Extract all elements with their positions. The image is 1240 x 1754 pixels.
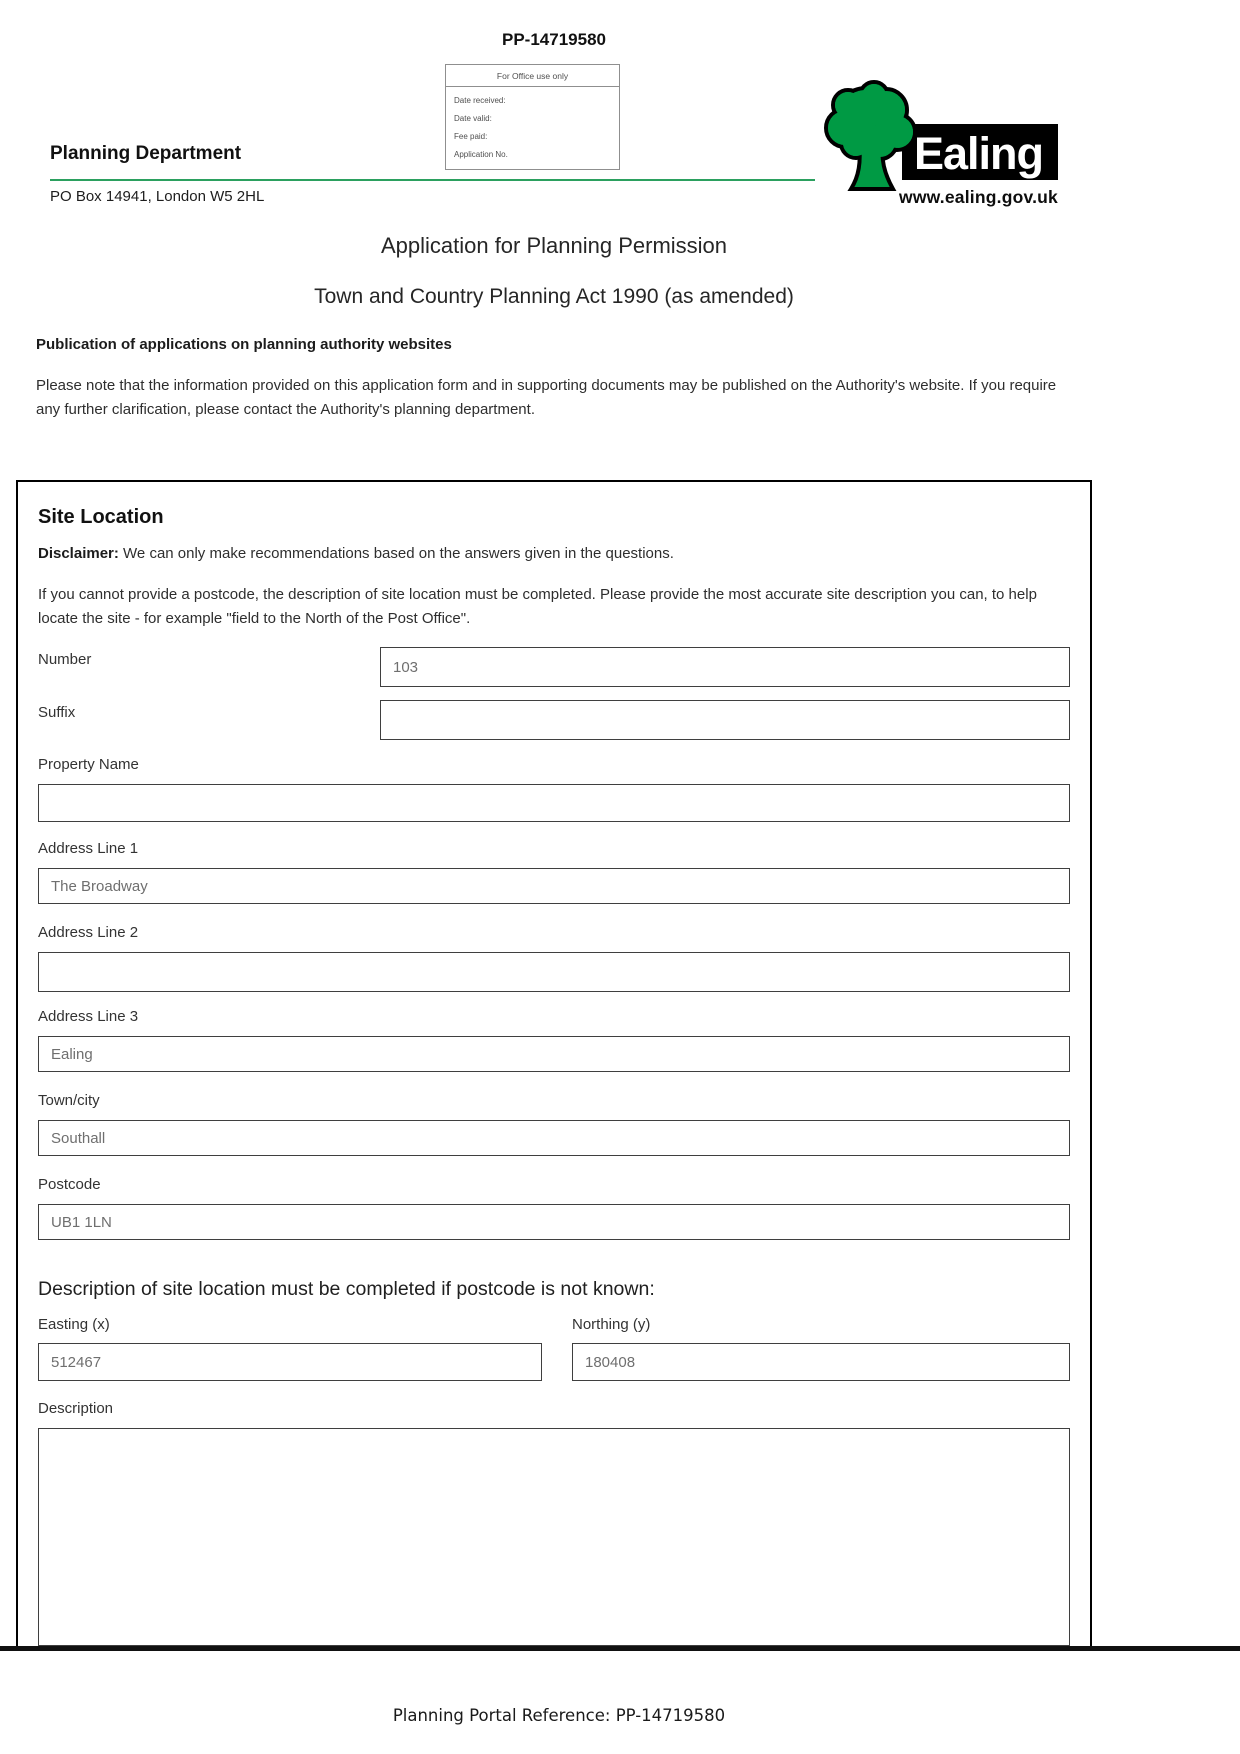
logo-wordmark: Ealing: [914, 128, 1044, 179]
address-line-2-label: Address Line 2: [38, 924, 139, 941]
site-location-panel: [16, 480, 1092, 1650]
page-break-line: [0, 1646, 1240, 1651]
ealing-logo: [818, 80, 1058, 195]
pp-reference: PP-14719580: [502, 30, 606, 49]
postcode-label: Postcode: [38, 1176, 101, 1193]
number-label: Number: [38, 651, 92, 668]
town-city-input[interactable]: [38, 1120, 1070, 1156]
address-line-3-label: Address Line 3: [38, 1008, 139, 1025]
property-name-input[interactable]: [38, 784, 1070, 822]
description-textarea[interactable]: [38, 1428, 1070, 1646]
form-title: Application for Planning Permission: [380, 233, 728, 258]
easting-input[interactable]: [38, 1343, 542, 1381]
po-box-address: PO Box 14941, London W5 2HL: [50, 188, 265, 205]
disclaimer-text: We can only make recommendations based on the answers given in the questions.: [118, 545, 674, 562]
office-use-title: For Office use only: [446, 65, 619, 87]
description-section-heading: Description of site location must be completed if postcode is not known:: [38, 1278, 655, 1300]
address-line-3-input[interactable]: [38, 1036, 1070, 1072]
northing-label: Northing (y): [572, 1316, 651, 1333]
office-field-date-received: Date received:: [454, 96, 506, 105]
publication-heading: Publication of applications on planning authority websites: [36, 336, 452, 353]
address-line-2-input[interactable]: [38, 952, 1070, 992]
suffix-label: Suffix: [38, 704, 76, 721]
postcode-input[interactable]: [38, 1204, 1070, 1240]
coordinates-row: [38, 1316, 1070, 1381]
site-location-heading: Site Location: [38, 506, 164, 528]
property-name-label: Property Name: [38, 756, 139, 773]
town-city-label: Town/city: [38, 1092, 100, 1109]
intro-text: If you cannot provide a postcode, the description of site location must be completed. Please provide the most accurate site description you can, to help locate the site - for example "field to the North of the Post Office".: [38, 586, 1037, 627]
easting-column: [38, 1316, 542, 1381]
disclaimer-label: Disclaimer:: [38, 545, 119, 562]
publication-body: Please note that the information provided on this application form and in supporting documents may be published on the Authority's website. If you require any further clarification, please contact the Authority's planning department.: [36, 377, 1057, 418]
ealing-logo-svg: [818, 80, 1058, 195]
northing-column: [572, 1316, 1070, 1381]
number-row: [38, 647, 1070, 687]
footer-reference: Planning Portal Reference: PP-14719580: [392, 1706, 726, 1725]
address-line-1-input[interactable]: [38, 868, 1070, 904]
northing-input[interactable]: [572, 1343, 1070, 1381]
office-field-application-no: Application No.: [454, 150, 508, 159]
office-field-fee-paid: Fee paid:: [454, 132, 488, 141]
department-underline: [50, 179, 815, 181]
easting-label: Easting (x): [38, 1316, 110, 1333]
planning-department-title: Planning Department: [50, 143, 242, 164]
office-use-box: [445, 64, 620, 170]
office-field-date-valid: Date valid:: [454, 114, 492, 123]
disclaimer: [38, 543, 1070, 565]
tree-icon: [826, 82, 915, 189]
form-subtitle: Town and Country Planning Act 1990 (as amended): [314, 285, 794, 308]
number-input[interactable]: [380, 647, 1070, 687]
description-label: Description: [38, 1400, 114, 1417]
logo-url: www.ealing.gov.uk: [899, 187, 1058, 207]
suffix-input[interactable]: [380, 700, 1070, 740]
address-line-1-label: Address Line 1: [38, 840, 139, 857]
suffix-row: [38, 700, 1070, 740]
